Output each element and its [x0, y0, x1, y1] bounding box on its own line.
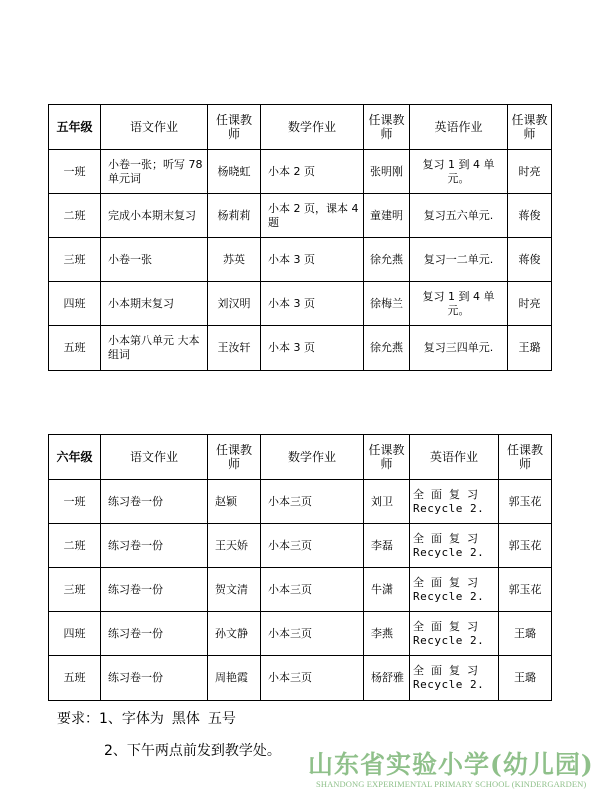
chinese-homework-cell: 完成小本期末复习: [101, 194, 208, 238]
english-homework-cell: [410, 656, 499, 701]
table-row: [49, 568, 552, 612]
class-cell: 二班: [49, 524, 101, 568]
table-row: [49, 480, 552, 524]
english-review-text: 全面复习: [413, 531, 485, 545]
school-logo-name: 山东省实验小学(幼儿园): [308, 750, 594, 779]
teacher-cell: 孙文静: [208, 612, 261, 656]
requirement-font-size: 五号: [207, 711, 236, 727]
table-header-row: [49, 105, 552, 150]
class-cell: 二班: [49, 194, 101, 238]
teacher-cell: 徐允燕: [364, 238, 410, 282]
math-homework-cell: 小本三页: [261, 524, 364, 568]
teacher-header: 任课教师: [208, 435, 261, 480]
math-homework-cell: 小本 3 页: [261, 238, 364, 282]
table-header-row: [49, 435, 552, 480]
math-homework-cell: 小本三页: [261, 612, 364, 656]
class-cell: 三班: [49, 568, 101, 612]
english-recycle-text: Recycle 2.: [413, 501, 485, 515]
english-homework-cell: [410, 612, 499, 656]
english-homework-cell: 复习 1 到 4 单元。: [410, 282, 508, 326]
teacher-header: 任课教师: [364, 435, 410, 480]
requirement-line-2: 2、下午两点前发到教学处。: [104, 743, 281, 759]
school-logo: [308, 745, 602, 793]
teacher-cell: 李磊: [364, 524, 410, 568]
teacher-cell: 郭玉花: [499, 568, 552, 612]
teacher-header: 任课教师: [364, 105, 410, 150]
chinese-homework-cell: 练习卷一份: [101, 524, 208, 568]
grade5-homework-table: [48, 104, 552, 371]
table-row: [49, 524, 552, 568]
english-homework-cell: [410, 568, 499, 612]
english-homework-cell: 复习三四单元.: [410, 326, 508, 371]
table-row: [49, 194, 552, 238]
teacher-cell: 李燕: [364, 612, 410, 656]
teacher-cell: 张明刚: [364, 150, 410, 194]
chinese-header: 语文作业: [101, 105, 208, 150]
requirement-font-text: 1、字体为: [99, 711, 164, 727]
teacher-cell: 蒋俊: [508, 238, 552, 282]
class-cell: 三班: [49, 238, 101, 282]
teacher-cell: 杨莉莉: [208, 194, 261, 238]
english-review-text: 全面复习: [413, 575, 485, 589]
requirement-font-name: 黑体: [171, 711, 200, 727]
teacher-cell: 王璐: [499, 612, 552, 656]
math-homework-cell: 小本 3 页: [261, 326, 364, 371]
teacher-cell: 王璐: [499, 656, 552, 701]
teacher-cell: 徐允燕: [364, 326, 410, 371]
table-row: [49, 150, 552, 194]
teacher-cell: 王汝轩: [208, 326, 261, 371]
teacher-cell: 牛潇: [364, 568, 410, 612]
teacher-cell: 蒋俊: [508, 194, 552, 238]
english-recycle-text: Recycle 2.: [413, 633, 485, 647]
chinese-homework-cell: 练习卷一份: [101, 656, 208, 701]
math-header: 数学作业: [261, 105, 364, 150]
class-cell: 五班: [49, 326, 101, 371]
teacher-cell: 郭玉花: [499, 524, 552, 568]
english-homework-cell: 复习五六单元.: [410, 194, 508, 238]
teacher-cell: 赵颖: [208, 480, 261, 524]
chinese-header: 语文作业: [101, 435, 208, 480]
english-homework-cell: [410, 480, 499, 524]
english-recycle-text: Recycle 2.: [413, 589, 485, 603]
teacher-cell: 童建明: [364, 194, 410, 238]
grade6-homework-table: [48, 434, 552, 701]
english-recycle-text: Recycle 2.: [413, 545, 485, 559]
math-homework-cell: 小本三页: [261, 568, 364, 612]
teacher-cell: 杨舒雅: [364, 656, 410, 701]
math-homework-cell: 小本三页: [261, 656, 364, 701]
math-homework-cell: 小本 3 页: [261, 282, 364, 326]
teacher-cell: 贺文清: [208, 568, 261, 612]
english-review-text: 全面复习: [413, 664, 485, 677]
math-homework-cell: 小本 2 页，课本 4 题: [261, 194, 364, 238]
teacher-header: 任课教师: [499, 435, 552, 480]
teacher-cell: 时亮: [508, 282, 552, 326]
teacher-cell: 徐梅兰: [364, 282, 410, 326]
english-homework-cell: [410, 524, 499, 568]
teacher-cell: 杨晓虹: [208, 150, 261, 194]
class-cell: 一班: [49, 150, 101, 194]
chinese-homework-cell: 小本第八单元 大本组词: [101, 326, 208, 371]
english-homework-cell: 复习 1 到 4 单元。: [410, 150, 508, 194]
teacher-header: 任课教师: [208, 105, 261, 150]
english-header: 英语作业: [410, 105, 508, 150]
teacher-cell: 苏英: [208, 238, 261, 282]
teacher-cell: 周艳霞: [208, 656, 261, 701]
teacher-cell: 刘卫: [364, 480, 410, 524]
table-row: [49, 656, 552, 701]
teacher-cell: 刘汉明: [208, 282, 261, 326]
class-cell: 五班: [49, 656, 101, 701]
table-row: [49, 282, 552, 326]
class-cell: 一班: [49, 480, 101, 524]
english-review-text: 全面复习: [413, 487, 485, 501]
math-homework-cell: 小本 2 页: [261, 150, 364, 194]
table-row: [49, 612, 552, 656]
teacher-cell: 时亮: [508, 150, 552, 194]
math-header: 数学作业: [261, 435, 364, 480]
chinese-homework-cell: 小卷一张: [101, 238, 208, 282]
chinese-homework-cell: 小卷一张；听写 78 单元词: [101, 150, 208, 194]
grade-header: 五年级: [49, 105, 101, 150]
class-cell: 四班: [49, 282, 101, 326]
table-row: [49, 238, 552, 282]
table-row: [49, 326, 552, 371]
grade-header: 六年级: [49, 435, 101, 480]
school-logo-english: SHANDONG EXPERIMENTAL PRIMARY SCHOOL (KINDERGARDEN): [316, 779, 587, 789]
chinese-homework-cell: 小本期末复习: [101, 282, 208, 326]
english-recycle-text: Recycle 2.: [413, 678, 485, 691]
class-cell: 四班: [49, 612, 101, 656]
requirement-line-1: [57, 708, 236, 728]
chinese-homework-cell: 练习卷一份: [101, 612, 208, 656]
chinese-homework-cell: 练习卷一份: [101, 480, 208, 524]
math-homework-cell: 小本三页: [261, 480, 364, 524]
teacher-cell: 王璐: [508, 326, 552, 371]
requirement-label: 要求：: [57, 711, 99, 727]
teacher-header: 任课教师: [508, 105, 552, 150]
chinese-homework-cell: 练习卷一份: [101, 568, 208, 612]
english-homework-cell: 复习一二单元.: [410, 238, 508, 282]
english-header: 英语作业: [410, 435, 499, 480]
teacher-cell: 郭玉花: [499, 480, 552, 524]
teacher-cell: 王天娇: [208, 524, 261, 568]
english-review-text: 全面复习: [413, 619, 485, 633]
